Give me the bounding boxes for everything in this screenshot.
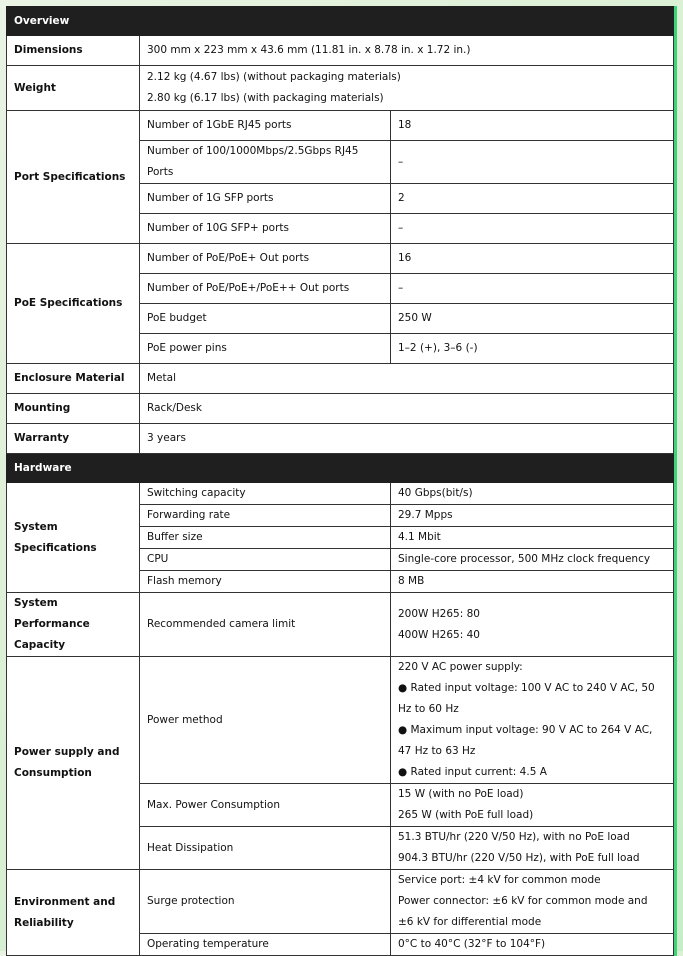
spec-value: 0°C to 40°C (32°F to 104°F) [391, 934, 674, 956]
spec-row-environment [7, 870, 674, 934]
value-line: 904.3 BTU/hr (220 V/50 Hz), with PoE full load [398, 852, 640, 864]
spec-row-performance [7, 593, 674, 657]
spec-value: Rack/Desk [140, 394, 674, 424]
spec-subitem: Number of 100/1000Mbps/2.5Gbps RJ45 Ports [140, 141, 391, 184]
value-line: 2.12 kg (4.67 lbs) (without packaging materials) [147, 71, 401, 83]
spec-value: – [391, 274, 674, 304]
spec-value [391, 657, 674, 784]
value-line: 200W H265: 80 [398, 607, 480, 620]
spec-document [6, 6, 677, 956]
spec-subitem: CPU [140, 549, 391, 571]
spec-value: 300 mm x 223 mm x 43.6 mm (11.81 in. x 8.78 in. x 1.72 in.) [140, 36, 674, 66]
spec-row-warranty [7, 424, 674, 454]
spec-value [391, 593, 674, 657]
spec-label: Warranty [7, 424, 140, 454]
spec-subitem: Number of 1GbE RJ45 ports [140, 111, 391, 141]
spec-value: 29.7 Mpps [391, 505, 674, 527]
spec-label: Power supply and Consumption [7, 657, 140, 870]
spec-label: Mounting [7, 394, 140, 424]
value-line: ● Maximum input voltage: 90 V AC to 264 V AC, 47 Hz to 63 Hz [398, 724, 653, 757]
spec-subitem: PoE power pins [140, 334, 391, 364]
section-title: Hardware [7, 454, 674, 483]
value-line: 51.3 BTU/hr (220 V/50 Hz), with no PoE load [398, 831, 630, 843]
spec-label: Dimensions [7, 36, 140, 66]
spec-subitem: Buffer size [140, 527, 391, 549]
spec-row-system [7, 483, 674, 505]
spec-row-dimensions [7, 36, 674, 66]
spec-row-mounting [7, 394, 674, 424]
spec-subitem: Flash memory [140, 571, 391, 593]
spec-subitem: Heat Dissipation [140, 827, 391, 870]
value-line: ● Rated input current: 4.5 A [398, 766, 547, 778]
spec-label: PoE Specifications [7, 244, 140, 364]
section-header-overview [7, 7, 674, 36]
spec-subitem: Number of 1G SFP ports [140, 184, 391, 214]
spec-value: Single-core processor, 500 MHz clock frequency [391, 549, 674, 571]
spec-row-poe [7, 244, 674, 274]
spec-value [391, 827, 674, 870]
spec-value: – [391, 214, 674, 244]
spec-value: Metal [140, 364, 674, 394]
section-title: Overview [7, 7, 674, 36]
spec-subitem: Forwarding rate [140, 505, 391, 527]
spec-value: 2 [391, 184, 674, 214]
spec-subitem: Number of PoE/PoE+ Out ports [140, 244, 391, 274]
value-line: Power connector: ±6 kV for common mode and ±6 kV for differential mode [398, 895, 648, 928]
spec-label: Enclosure Material [7, 364, 140, 394]
spec-value: 3 years [140, 424, 674, 454]
spec-subitem: PoE budget [140, 304, 391, 334]
section-header-hardware [7, 454, 674, 483]
spec-row-weight [7, 66, 674, 111]
spec-value: 16 [391, 244, 674, 274]
spec-label: Weight [7, 66, 140, 111]
value-line: Service port: ±4 kV for common mode [398, 874, 601, 886]
spec-value: 4.1 Mbit [391, 527, 674, 549]
spec-row-power [7, 657, 674, 784]
spec-value: 250 W [391, 304, 674, 334]
spec-subitem: Operating temperature [140, 934, 391, 956]
spec-value: 40 Gbps(bit/s) [391, 483, 674, 505]
spec-label: Port Specifications [7, 111, 140, 244]
spec-row-port [7, 111, 674, 141]
value-line: 220 V AC power supply: [398, 661, 523, 673]
spec-value: – [391, 141, 674, 184]
spec-value [140, 66, 674, 111]
spec-value: 8 MB [391, 571, 674, 593]
spec-value [391, 870, 674, 934]
spec-subitem: Surge protection [140, 870, 391, 934]
spec-table [6, 6, 674, 956]
spec-subitem: Number of 10G SFP+ ports [140, 214, 391, 244]
value-line: ● Rated input voltage: 100 V AC to 240 V AC, 50 Hz to 60 Hz [398, 682, 655, 715]
spec-value: 18 [391, 111, 674, 141]
value-line: 2.80 kg (6.17 lbs) (with packaging materials) [147, 92, 384, 104]
spec-label: System Performance Capacity [7, 593, 140, 657]
spec-value: 1–2 (+), 3–6 (-) [391, 334, 674, 364]
spec-label: System Specifications [7, 483, 140, 593]
value-line: 400W H265: 40 [398, 628, 480, 641]
spec-subitem: Max. Power Consumption [140, 784, 391, 827]
spec-row-enclosure [7, 364, 674, 394]
spec-subitem: Switching capacity [140, 483, 391, 505]
spec-subitem: Number of PoE/PoE+/PoE++ Out ports [140, 274, 391, 304]
spec-label: Environment and Reliability [7, 870, 140, 956]
value-line: 15 W (with no PoE load) [398, 788, 524, 800]
spec-subitem: Recommended camera limit [140, 593, 391, 657]
spec-subitem: Power method [140, 657, 391, 784]
spec-value [391, 784, 674, 827]
value-line: 265 W (with PoE full load) [398, 809, 534, 821]
